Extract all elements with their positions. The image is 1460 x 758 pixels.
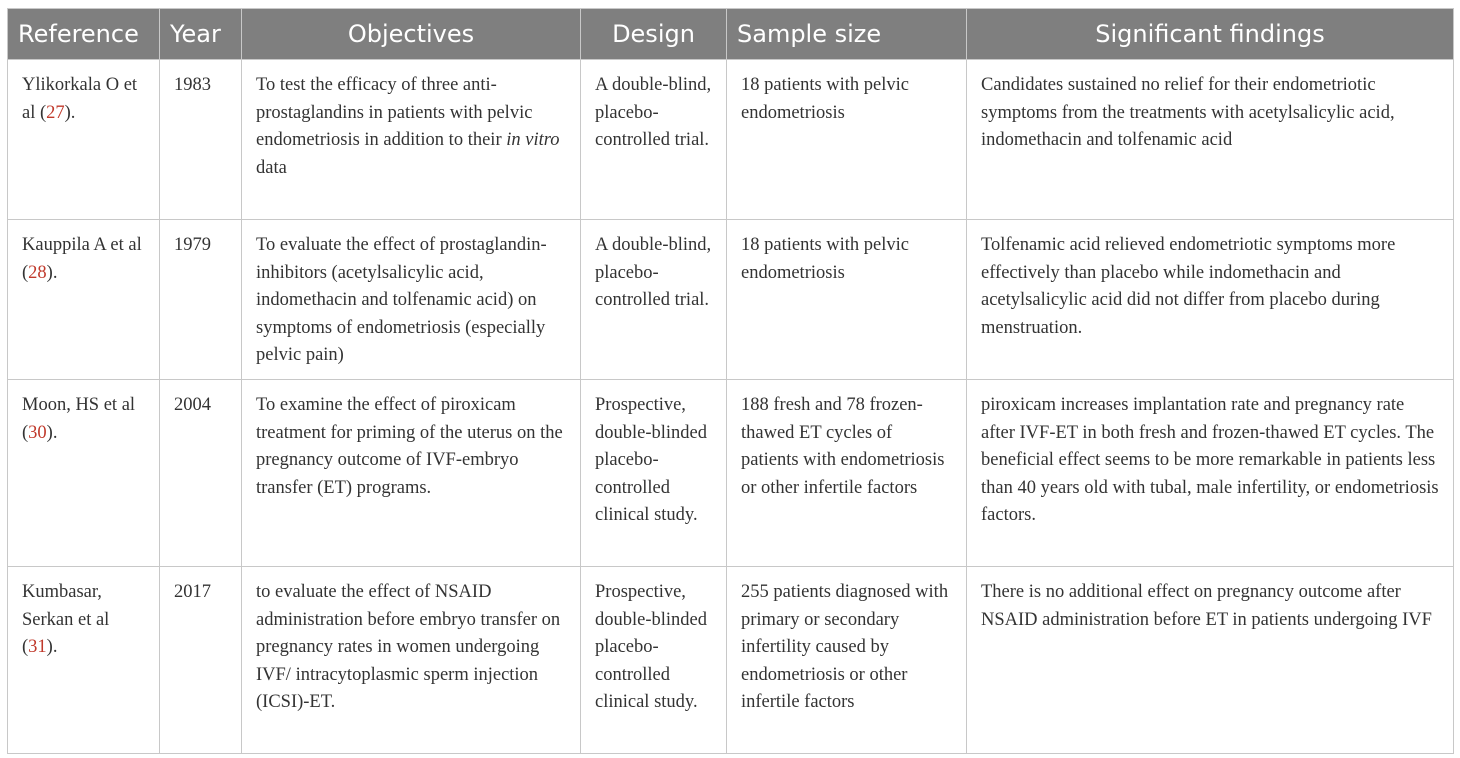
header-design: Design [581,9,727,60]
objectives-cell: to evaluate the effect of NSAID administration before embryo transfer on pregnancy rates in women undergoing IVF/ intracytoplasmic sperm injection (ICSI)-ET. [242,567,581,754]
header-year: Year [160,9,242,60]
reference-cell [8,60,160,220]
findings-cell: Candidates sustained no relief for their endometriotic symptoms from the treatments with acetylsalicylic acid, indomethacin and tolfenamic acid [967,60,1454,220]
objectives-cell: To examine the effect of piroxicam treatment for priming of the uterus on the pregnancy outcome of IVF-embryo transfer (ET) programs. [242,380,581,567]
design-cell: Prospective, double-blinded placebo-controlled clinical study. [581,567,727,754]
citation-link[interactable]: 30 [28,422,47,443]
design-cell: Prospective, double-blinded placebo-controlled clinical study. [581,380,727,567]
reference-cell [8,567,160,754]
sample-size-cell: 18 patients with pelvic endometriosis [727,220,967,380]
year-cell: 1979 [160,220,242,380]
header-sample-size: Sample size [727,9,967,60]
objectives-cell: To evaluate the effect of prostaglandin-inhibitors (acetylsalicylic acid, indomethacin and tolfenamic acid) on symptoms of endometriosis (especially pelvic pain) [242,220,581,380]
header-objectives: Objectives [242,9,581,60]
reference-suffix: ). [64,102,76,123]
design-cell: A double-blind, placebo-controlled trial. [581,220,727,380]
findings-cell: piroxicam increases implantation rate and pregnancy rate after IVF-ET in both fresh and frozen-thawed ET cycles. The beneficial effect seems to be more remarkable in patients less than 40 years old with tubal, male infertility, or endometriosis factors. [967,380,1454,567]
findings-cell: Tolfenamic acid relieved endometriotic symptoms more effectively than placebo while indomethacin and acetylsalicylic acid did not differ from placebo during menstruation. [967,220,1454,380]
sample-size-cell: 188 fresh and 78 frozen-thawed ET cycles of patients with endometriosis or other infertile factors [727,380,967,567]
reference-cell [8,220,160,380]
objectives-cell [242,60,581,220]
table-row [8,567,1454,754]
table-row [8,60,1454,220]
objectives-text-end: data [256,157,287,178]
studies-table [7,8,1454,754]
studies-table-container [7,8,1453,754]
citation-link[interactable]: 27 [46,102,65,123]
citation-link[interactable]: 28 [28,262,47,283]
sample-size-cell: 18 patients with pelvic endometriosis [727,60,967,220]
table-row [8,220,1454,380]
reference-suffix: ). [46,637,58,658]
reference-text: Moon, HS et al ( [22,395,136,443]
header-reference: Reference [8,9,160,60]
findings-cell: There is no additional effect on pregnancy outcome after NSAID administration before ET in patients undergoing IVF [967,567,1454,754]
year-cell: 2017 [160,567,242,754]
reference-text: Ylikorkala O et al ( [22,75,138,123]
header-row [8,9,1454,60]
table-row [8,380,1454,567]
reference-cell [8,380,160,567]
objectives-italic-text: in vitro [506,130,560,151]
year-cell: 2004 [160,380,242,567]
year-cell: 1983 [160,60,242,220]
objectives-text: To test the efficacy of three anti-prostaglandins in patients with pelvic endometriosis in addition to their [256,75,533,151]
reference-text: Kauppila A et al ( [22,235,142,283]
reference-text: Kumbasar, Serkan et al ( [22,582,110,658]
reference-suffix: ). [46,262,58,283]
sample-size-cell: 255 patients diagnosed with primary or secondary infertility caused by endometriosis or other infertile factors [727,567,967,754]
header-significant-findings: Significant findings [967,9,1454,60]
design-cell: A double-blind, placebo-controlled trial. [581,60,727,220]
reference-suffix: ). [46,422,58,443]
citation-link[interactable]: 31 [28,637,47,658]
